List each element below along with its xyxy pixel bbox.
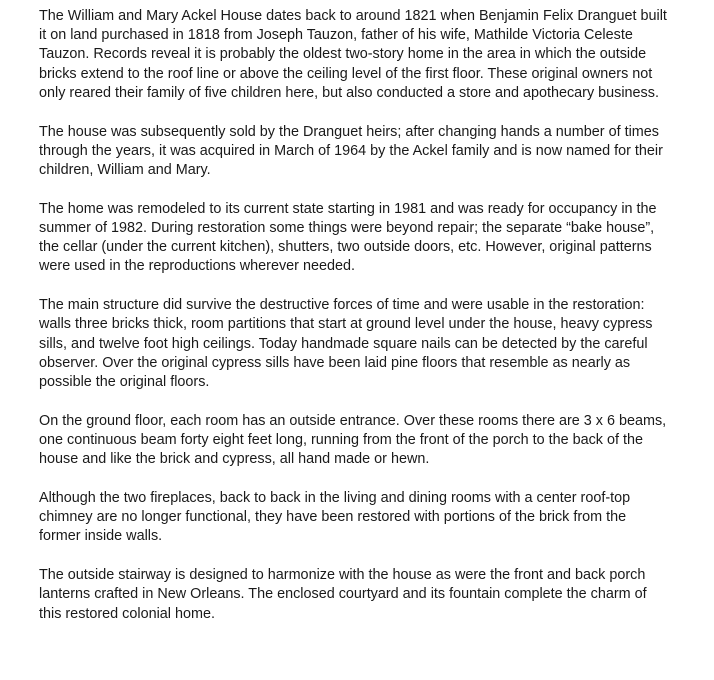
paragraph-remodel: The home was remodeled to its current state starting in 1981 and was ready for occupancy in the summer of 1982. During restoration some things were beyond repair; the separate “bake house”, the cellar (under the current kitchen), shutters, two outside doors, etc. However, original patterns were used in the reproductions wherever needed. [39, 200, 657, 275]
paragraph-ground-floor: On the ground floor, each room has an outside entrance. Over these rooms there are 3 x 6 beams, one continuous beam forty eight feet long, running from the front of the porch to the back of the house and like the brick and cypress, all hand made or hewn. [39, 412, 667, 468]
paragraph-ownership: The house was subsequently sold by the Dranguet heirs; after changing hands a number of times through the years, it was acquired in March of 1964 by the Ackel family and is now named for their children, William and Mary. [39, 123, 663, 179]
paragraph-structure: The main structure did survive the destructive forces of time and were usable in the restoration: walls three bricks thick, room partitions that start at ground level under the house, heavy cypress sills, and twelve foot high ceilings. Today handmade square nails can be detected by the careful observer. Over the original cypress sills have been laid pine floors that resemble as nearly as possible the original floors. [39, 297, 653, 391]
paragraph-origins: The William and Mary Ackel House dates back to around 1821 when Benjamin Felix Dranguet built it on land purchased in 1818 from Joseph Tauzon, father of his wife, Mathilde Victoria Celeste Tauzon. Records reveal it is probably the oldest two-story home in the area in which the outside bricks extend to the roof line or above the ceiling level of the first floor. These original owners not only reared their family of five children here, but also conducted a store and apothecary business. [39, 8, 667, 101]
document-body [39, 7, 669, 624]
paragraph-fireplaces: Although the two fireplaces, back to back in the living and dining rooms with a center roof-top chimney are no longer functional, they have been restored with portions of the brick from the former inside walls. [39, 490, 631, 545]
paragraph-stairway: The outside stairway is designed to harmonize with the house as were the front and back porch lanterns crafted in New Orleans. The enclosed courtyard and its fountain complete the charm of this restored colonial home. [39, 567, 647, 622]
